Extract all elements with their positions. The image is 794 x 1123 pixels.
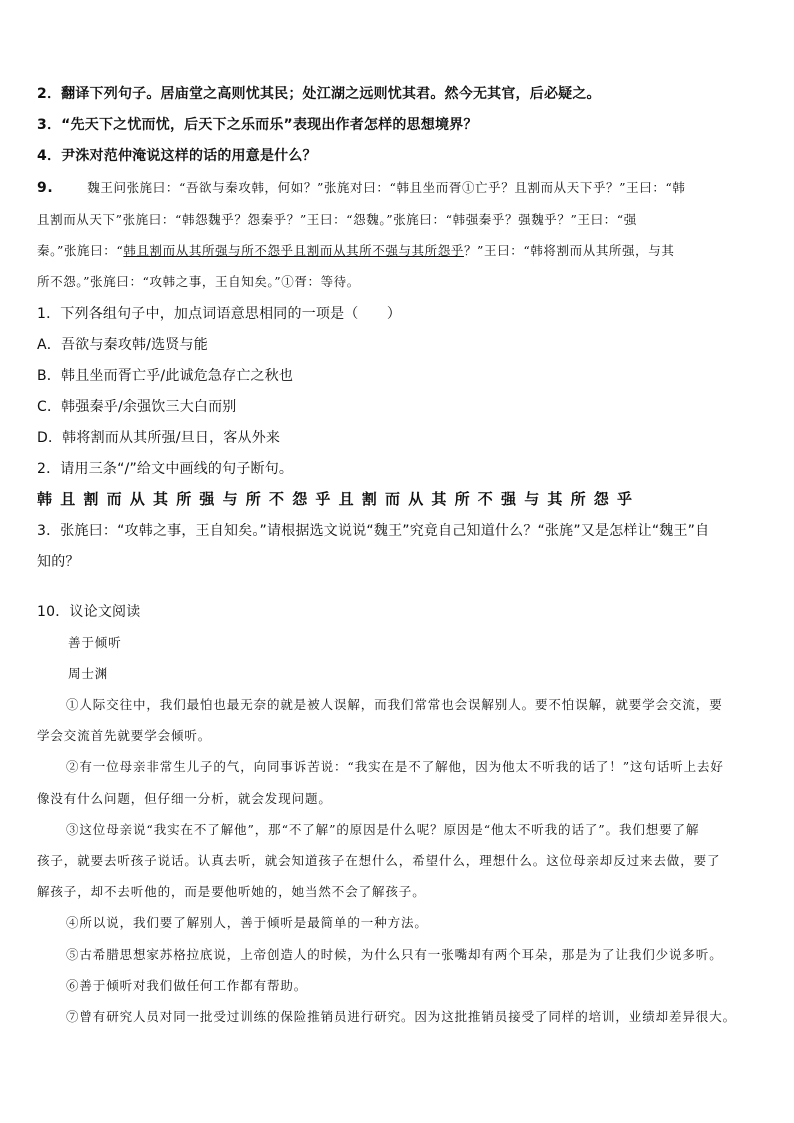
paragraph-6: ⑥善于倾听对我们做任何工作都有帮助。 (66, 978, 308, 993)
question-3-realm: 3．“先天下之忧而忧，后天下之乐而乐”表现出作者怎样的思想境界？ (37, 117, 478, 133)
option-d: D．韩将割而从其所强/旦日，客从外来 (37, 430, 281, 446)
question-2-translate: 2．翻译下列句子。居庙堂之高则忧其民；处江湖之远则忧其君。然今无其官，后必疑之。 (37, 86, 601, 102)
paragraph-7: ⑦曾有研究人员对同一批受过训练的保险推销员进行研究。因为这批推销员接受了同样的培训，业绩却差异很大。 (66, 1009, 737, 1024)
paragraph-4: ④所以说，我们要了解别人，善于倾听是最简单的一种方法。 (66, 915, 428, 930)
passage-9-line-1 (37, 178, 764, 196)
passage-9-text-1: 魏王问张旄曰：“吾欲与秦攻韩，何如？”张旄对曰：“韩且坐而胥①亡乎？且割而从天下乎？”王曰：“韩 (87, 180, 686, 195)
paragraph-2-line-2: 像没有什么问题，但仔细一分析，就会发现问题。 (37, 791, 332, 806)
sub-question-3-line-1: 3．张旄曰：“攻韩之事，王自知矣。”请根据选文说说“魏王”究竟自己知道什么？“张旄”又是怎样让“魏王”自 (37, 523, 710, 539)
article-author: 周士渊 (68, 666, 109, 681)
passage-9-line-2: 且割而从天下”张旄曰：“韩怨魏乎？怨秦乎？”王曰：“怨魏。”张旄曰：“韩强秦乎？强魏乎？”王曰：“强 (37, 212, 637, 227)
question-10-heading: 10．议论文阅读 (37, 604, 141, 620)
passage-9-line-3 (37, 241, 764, 259)
paragraph-1-line-1: ①人际交往中，我们最怕也最无奈的就是被人误解，而我们常常也会误解别人。要不怕误解，就要学会交流，要 (66, 697, 723, 712)
option-c: C．韩强秦乎/余强饮三大白而别 (37, 399, 237, 415)
passage-9-text-3b: ？”王曰：“韩将割而从其所强，与其 (463, 243, 675, 258)
option-a: A．吾欲与秦攻韩/选贤与能 (37, 337, 208, 353)
passage-9-text-3a: 秦。”张旄曰：“ (37, 243, 124, 258)
paragraph-3-line-2: 孩子，就要去听孩子说话。认真去听，就会知道孩子在想什么，希望什么，理想什么。这位母亲却反过来去做，要了 (37, 853, 721, 868)
sub-question-1-stem: 1．下列各组句子中，加点词语意思相同的一项是（ ） (37, 306, 402, 322)
paragraph-1-line-2: 学会交流首先就要学会倾听。 (37, 728, 212, 743)
article-title: 善于倾听 (68, 635, 122, 650)
paragraph-2-line-1: ②有一位母亲非常生儿子的气，向同事诉苦说：“我实在是不了解他，因为他太不听我的话了！”这句话听上去好 (66, 759, 724, 774)
sub-question-2-stem: 2．请用三条“/”给文中画线的句子断句。 (37, 461, 294, 477)
sentence-to-punctuate: 韩且割而从其所强与所不怨乎且割而从其所不强与其所怨乎 (37, 490, 641, 508)
question-9-number: 9. (37, 180, 54, 196)
paragraph-3-line-1: ③这位母亲说“我实在不了解他”，那“不了解”的原因是什么呢？原因是“他太不听我的话了”。我们想要了解 (66, 822, 700, 837)
question-4-intent: 4．尹洙对范仲淹说这样的话的用意是什么？ (37, 148, 317, 164)
paragraph-5: ⑤古希腊思想家苏格拉底说，上帝创造人的时候，为什么只有一张嘴却有两个耳朵，那是为了让我们少说多听。 (66, 947, 723, 962)
paragraph-3-line-3: 解孩子，却不去听他的，而是要他听她的，她当然不会了解孩子。 (37, 884, 426, 899)
sub-question-3-line-2: 知的？ (37, 554, 80, 570)
option-b: B．韩且坐而胥亡乎/此诚危急存亡之秋也 (37, 368, 294, 384)
underlined-sentence: 韩且割而从其所强与所不怨乎且割而从其所不强与其所怨乎 (123, 243, 464, 258)
passage-9-line-4: 所不怨。”张旄曰：“攻韩之事，王自知矣。”①胥：等待。 (37, 274, 360, 289)
